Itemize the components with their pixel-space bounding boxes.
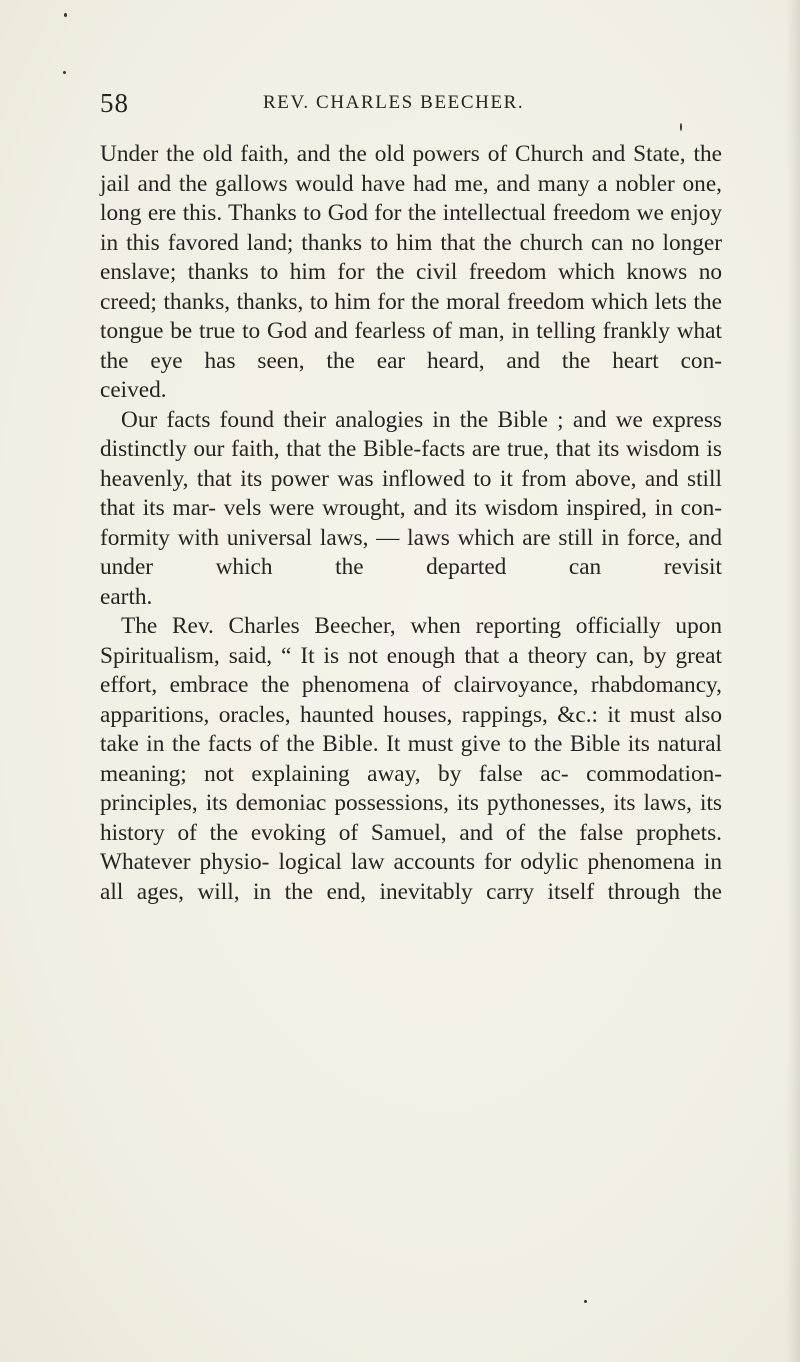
text-line: ceived. (100, 377, 167, 403)
text-line: The Rev. Charles Beecher, when reporting officially (121, 613, 661, 639)
text-line: eye has seen, the ear heard, and the heart con- (150, 347, 722, 374)
text-line: God for the intellectual freedom we enjoy in this (100, 200, 722, 256)
page-edge-shadow (786, 0, 800, 1362)
text-line: in force, and under which the departed can revisit (100, 524, 722, 580)
text-line: Our facts found their analogies in the Bible ; and (121, 406, 607, 433)
text-line: haunted houses, rappings, &c.: it must also take in (100, 701, 723, 757)
body-text (100, 140, 722, 907)
text-line: we express distinctly our faith, that the Bible-facts (100, 406, 723, 462)
text-line: favored land; thanks to him that the church can no (167, 229, 655, 256)
paragraph (100, 406, 722, 583)
ink-speck (584, 1300, 587, 1303)
text-line: God and fearless of man, in telling frankly what the (100, 318, 722, 374)
text-line: will, in the end, inevitably carry itself through the (197, 878, 722, 905)
ink-speck (63, 71, 66, 74)
text-line: upon Spiritualism, said, “ It is not enough that a (100, 613, 723, 669)
text-line: earth. (100, 583, 153, 610)
text-line: of clairvoyance, rhabdomancy, apparitions, oracles, (100, 672, 722, 728)
text-line: natural meaning; not explaining away, by false ac- (100, 731, 723, 787)
text-line: Samuel, and of the false prophets. Whatever physio- (100, 819, 722, 875)
ink-speck (680, 123, 682, 131)
ink-speck (64, 13, 67, 17)
running-head: REV. CHARLES BEECHER. (263, 92, 525, 113)
text-line: the moral freedom which lets the tongue be true to (100, 288, 722, 344)
paragraph-end (100, 583, 722, 613)
text-line: vels were wrought, and its wisdom inspired, in con- (223, 495, 723, 521)
text-line: Under the old faith, and the old powers of Church (100, 141, 584, 167)
paragraph (100, 612, 722, 907)
text-line: pythonesses, its laws, its history of the evoking of (100, 790, 723, 846)
text-line: commodation-principles, its demoniac possessions, its (100, 760, 722, 816)
text-line: was inflowed to it from above, and still that its mar- (100, 465, 722, 521)
text-line: and State, the jail and the gallows would have had (100, 141, 722, 197)
text-line: theory can, by great effort, embrace the phenomena (100, 642, 722, 698)
text-line: formity with universal laws, — laws which are still (100, 524, 594, 551)
paragraph (100, 140, 722, 376)
text-line: are true, that its wisdom is heavenly, that its power (100, 436, 722, 492)
text-line: longer enslave; thanks to him for the civil freedom (100, 229, 722, 285)
text-line: logical law accounts for odylic phenomena in all ages, (100, 849, 722, 905)
text-line: the facts of the Bible. It must give to the Bible its (171, 731, 650, 757)
page-header (100, 88, 720, 122)
paragraph-end (100, 376, 722, 406)
text-line: me, and many a nobler one, long ere this. Thanks to (100, 170, 722, 226)
page-number: 58 (100, 88, 129, 118)
text-line: which knows no creed; thanks, thanks, to him for (100, 259, 723, 315)
